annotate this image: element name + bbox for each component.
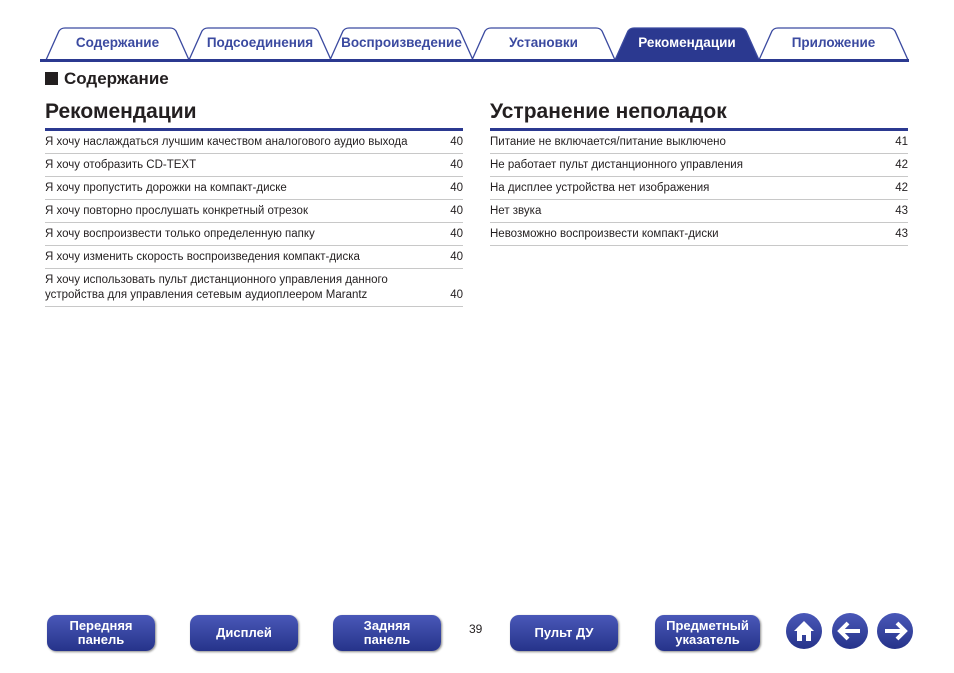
item-page: 42: [895, 159, 908, 171]
item-text: Я хочу повторно прослушать конкретный отрезок: [45, 205, 308, 217]
home-icon: [792, 619, 816, 643]
item-page: 40: [450, 182, 463, 194]
breadcrumb-label: Содержание: [64, 69, 169, 88]
item-text: Я хочу отобразить CD-TEXT: [45, 159, 197, 171]
item-text: Невозможно воспроизвести компакт-диски: [490, 228, 719, 240]
item-text: Я хочу наслаждаться лучшим качеством аналогового аудио выхода: [45, 136, 408, 148]
tab-1[interactable]: [188, 27, 332, 61]
list-item[interactable]: [45, 131, 463, 154]
list-item[interactable]: [45, 200, 463, 223]
arrow-right-icon: [882, 619, 908, 643]
breadcrumb: [45, 69, 169, 89]
list-item[interactable]: [490, 223, 908, 246]
list-item[interactable]: [490, 200, 908, 223]
item-page: 40: [450, 228, 463, 240]
rear-panel-button[interactable]: Задняя панель: [333, 615, 441, 651]
item-page: 40: [450, 205, 463, 217]
tab-label: Содержание: [75, 35, 160, 50]
index-button[interactable]: Предметный указатель: [655, 615, 760, 651]
list-item[interactable]: [490, 154, 908, 177]
tab-5[interactable]: [758, 27, 909, 61]
troubleshooting-list: [490, 131, 908, 246]
item-page: 42: [895, 182, 908, 194]
tab-label: Воспроизведение: [341, 35, 462, 50]
item-page: 43: [895, 228, 908, 240]
item-page: 41: [895, 136, 908, 148]
tab-baseline: [40, 59, 909, 62]
item-page: 40: [450, 159, 463, 171]
item-text: Я хочу изменить скорость воспроизведения компакт-диска: [45, 251, 360, 263]
item-page: 40: [450, 251, 463, 263]
item-text: Не работает пульт дистанционного управления: [490, 159, 743, 171]
remote-button[interactable]: Пульт ДУ: [510, 615, 618, 651]
front-panel-button[interactable]: Передняя панель: [47, 615, 155, 651]
tab-0[interactable]: [45, 27, 190, 61]
home-button[interactable]: [786, 613, 822, 649]
item-text: На дисплее устройства нет изображения: [490, 182, 710, 194]
tab-label: Установки: [509, 35, 578, 50]
tab-2[interactable]: [329, 27, 474, 61]
page-number: 39: [469, 622, 483, 636]
tab-label: Приложение: [791, 35, 876, 50]
item-text: Я хочу воспроизвести только определенную папку: [45, 228, 315, 240]
list-item[interactable]: [490, 177, 908, 200]
list-item[interactable]: [45, 177, 463, 200]
list-item[interactable]: [45, 154, 463, 177]
section-title: Устранение неполадок: [490, 100, 908, 131]
recommendations-list: [45, 131, 463, 307]
tab-label: Рекомендации: [638, 35, 736, 50]
section-title: Рекомендации: [45, 100, 463, 131]
list-item[interactable]: [45, 246, 463, 269]
troubleshooting-section: [490, 100, 908, 246]
item-page: 40: [450, 136, 463, 148]
display-button[interactable]: Дисплей: [190, 615, 298, 651]
tab-4[interactable]: [614, 27, 760, 61]
recommendations-section: [45, 100, 463, 307]
item-text: Я хочу использовать пульт дистанционного управления данного устройства для управления сетевым аудиоплеером Marantz: [45, 274, 388, 301]
forward-button[interactable]: [877, 613, 913, 649]
item-page: 40: [450, 289, 463, 301]
list-item[interactable]: [45, 223, 463, 246]
square-bullet-icon: [45, 72, 58, 85]
list-item[interactable]: [490, 131, 908, 154]
item-text: Питание не включается/питание выключено: [490, 136, 726, 148]
item-page: 43: [895, 205, 908, 217]
tab-3[interactable]: [471, 27, 616, 61]
list-item[interactable]: [45, 269, 463, 307]
item-text: Я хочу пропустить дорожки на компакт-диске: [45, 182, 287, 194]
back-button[interactable]: [832, 613, 868, 649]
arrow-left-icon: [837, 619, 863, 643]
item-text: Нет звука: [490, 205, 542, 217]
tab-label: Подсоединения: [206, 35, 314, 50]
